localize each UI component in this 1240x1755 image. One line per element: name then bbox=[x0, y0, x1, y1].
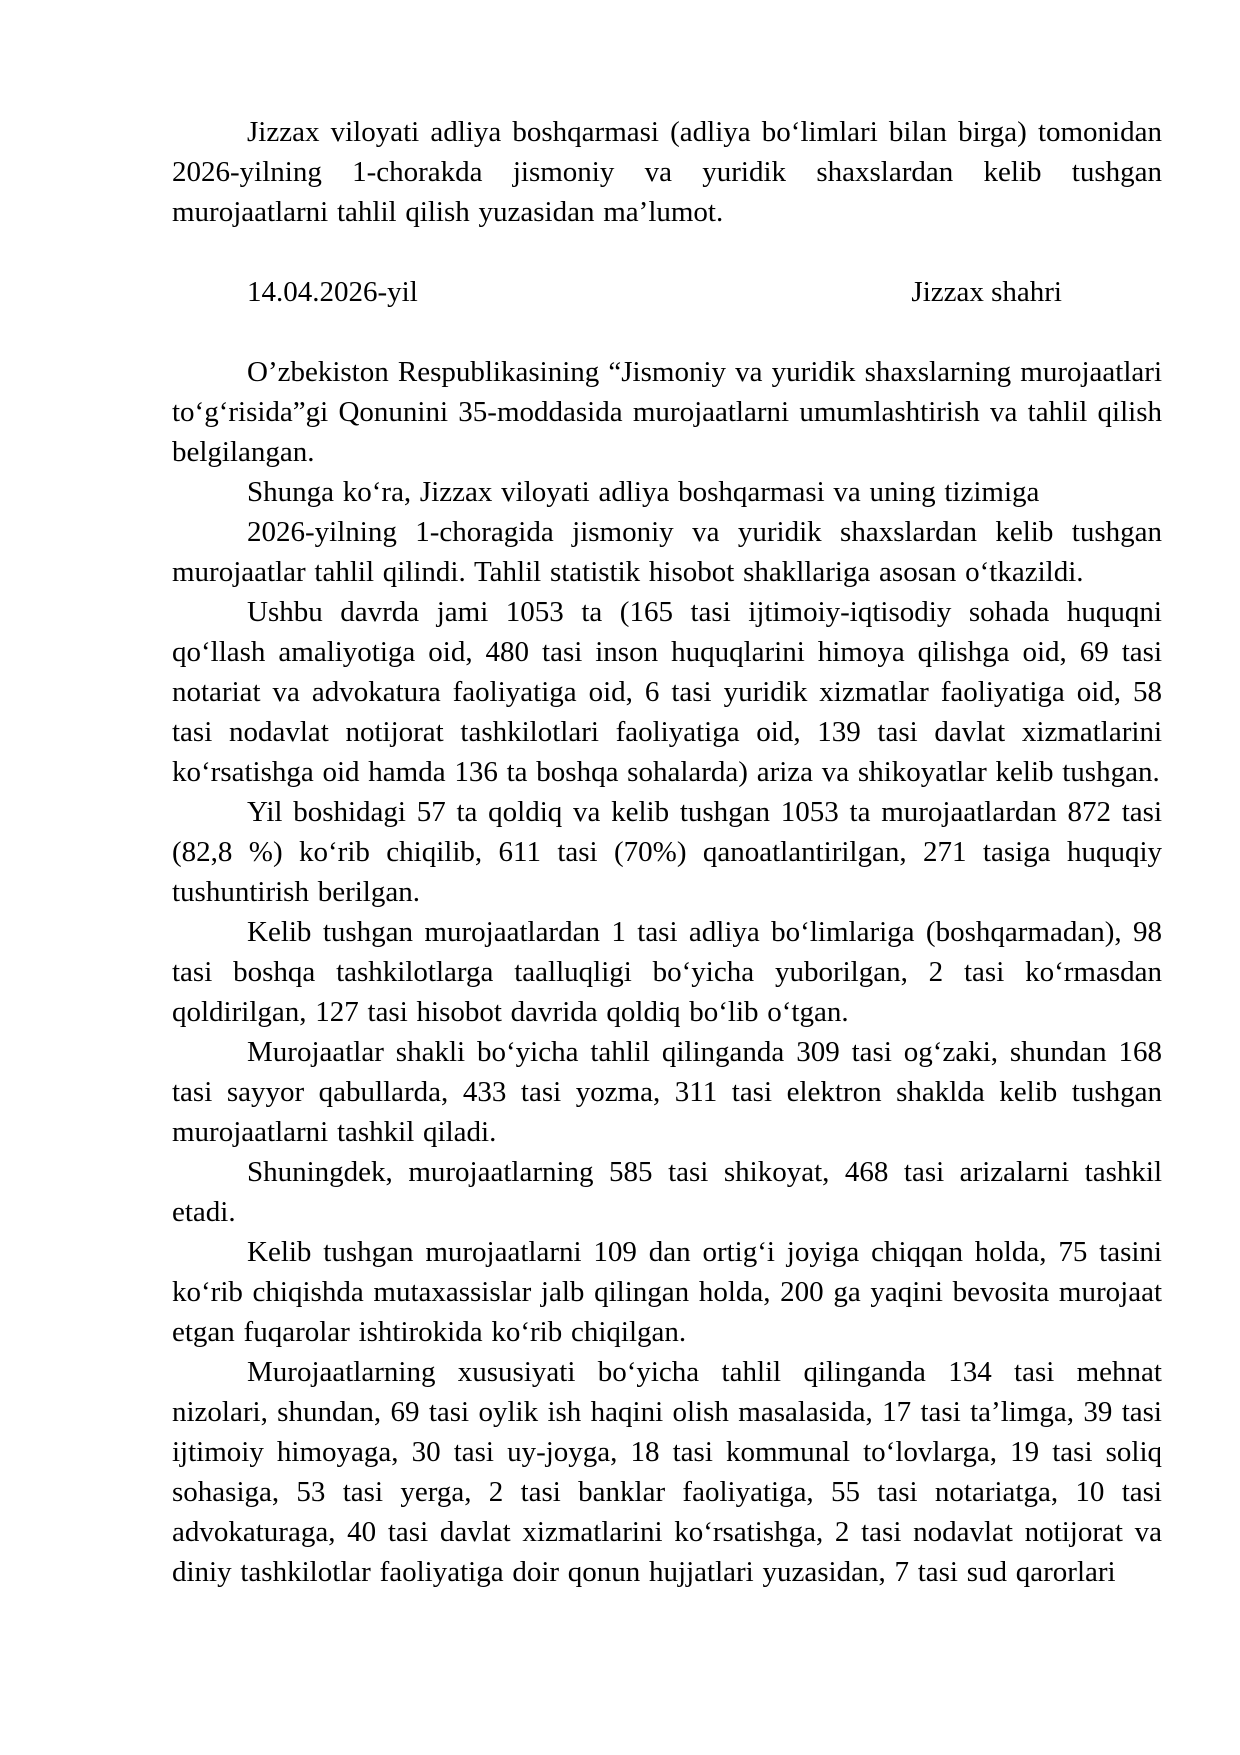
body-paragraph-total-appeals: Ushbu davrda jami 1053 ta (165 tasi ijtimoiy-iqtisodiy sohada huquqni qo‘llash amaliyotiga oid, 480 tasi inson huquqlarini himoya qilishga oid, 69 tasi notariat va advokatura faoliyatiga oid, 6 tasi yuridik xizmatlar faoliyatiga oid, 58 tasi nodavlat notijorat tashkilotlari faoliyatiga oid, 139 tasi davlat xizmatlarini ko‘rsatishga oid hamda 136 ta boshqa sohalarda) ariza va shikoyatlar kelib tushgan. bbox=[172, 596, 1162, 788]
document-city: Jizzax shahri bbox=[911, 276, 1062, 308]
body-paragraph-law-reference: O’zbekiston Respublikasining “Jismoniy va yuridik shaxslarning murojaatlari to‘g‘risida”gi Qonunini 35-moddasida murojaatlarni umumlashtirish va tahlil qilish belgilangan. bbox=[172, 356, 1162, 468]
body-paragraph-form-analysis: Murojaatlar shakli bo‘yicha tahlil qilinganda 309 tasi og‘zaki, shundan 168 tasi sayyor qabullarda, 433 tasi yozma, 311 tasi elektron shaklda kelib tushgan murojaatlarni tashkil qiladi. bbox=[172, 1036, 1162, 1148]
blank-line bbox=[172, 312, 1162, 352]
body-paragraph-complaints-applications: Shuningdek, murojaatlarning 585 tasi shikoyat, 468 tasi arizalarni tashkil etadi. bbox=[172, 1156, 1162, 1228]
body-paragraph-shunga-kora: Shunga ko‘ra, Jizzax viloyati adliya boshqarmasi va uning tizimiga bbox=[247, 476, 1040, 508]
body-paragraph-quarter-analysis: 2026-yilning 1-choragida jismoniy va yuridik shaxslardan kelib tushgan murojaatlar tahlil qilindi. Tahlil statistik hisobot shakllariga asosan o‘tkazildi. bbox=[172, 516, 1162, 588]
body-paragraph-topic-analysis: Murojaatlarning xususiyati bo‘yicha tahlil qilinganda 134 tasi mehnat nizolari, shundan, 69 tasi oylik ish haqini olish masalasida, 17 tasi ta’limga, 39 tasi ijtimoiy himoyaga, 30 tasi uy-joyga, 18 tasi kommunal to‘lovlarga, 19 tasi soliq sohasiga, 53 tasi yerga, 2 tasi banklar faoliyatiga, 55 tasi notariatga, 10 tasi advokaturaga, 40 tasi davlat xizmatlarini ko‘rsatishga, 2 tasi nodavlat notijorat va diniy tashkilotlar faoliyatiga doir qonun hujjatlari yuzasidan, 7 tasi sud qarorlari bbox=[172, 1356, 1162, 1588]
body-paragraph-reviewed-stats: Yil boshidagi 57 ta qoldiq va kelib tushgan 1053 ta murojaatlardan 872 tasi (82,8 %) ko‘rib chiqilib, 611 tasi (70%) qanoatlantirilgan, 271 tasiga huquqiy tushuntirish berilgan. bbox=[172, 796, 1162, 908]
intro-paragraph: Jizzax viloyati adliya boshqarmasi (adliya bo‘limlari bilan birga) tomonidan 2026-yilning 1-chorakda jismoniy va yuridik shaxslardan kelib tushgan murojaatlarni tahlil qilish yuzasidan ma’lumot. bbox=[172, 116, 1162, 228]
blank-line bbox=[172, 232, 1162, 272]
body-paragraph-onsite-review: Kelib tushgan murojaatlarni 109 dan ortig‘i joyiga chiqqan holda, 75 tasini ko‘rib chiqishda mutaxassislar jalb qilingan holda, 200 ga yaqini bevosita murojaat etgan fuqarolar ishtirokida ko‘rib chiqilgan. bbox=[172, 1236, 1162, 1348]
date-line bbox=[172, 272, 1162, 312]
document-date: 14.04.2026-yil bbox=[247, 276, 418, 308]
body-paragraph-forwarded-stats: Kelib tushgan murojaatlardan 1 tasi adliya bo‘limlariga (boshqarmadan), 98 tasi boshqa tashkilotlarga taalluqligi bo‘yicha yuborilgan, 2 tasi ko‘rmasdan qoldirilgan, 127 tasi hisobot davrida qoldiq bo‘lib o‘tgan. bbox=[172, 916, 1162, 1028]
